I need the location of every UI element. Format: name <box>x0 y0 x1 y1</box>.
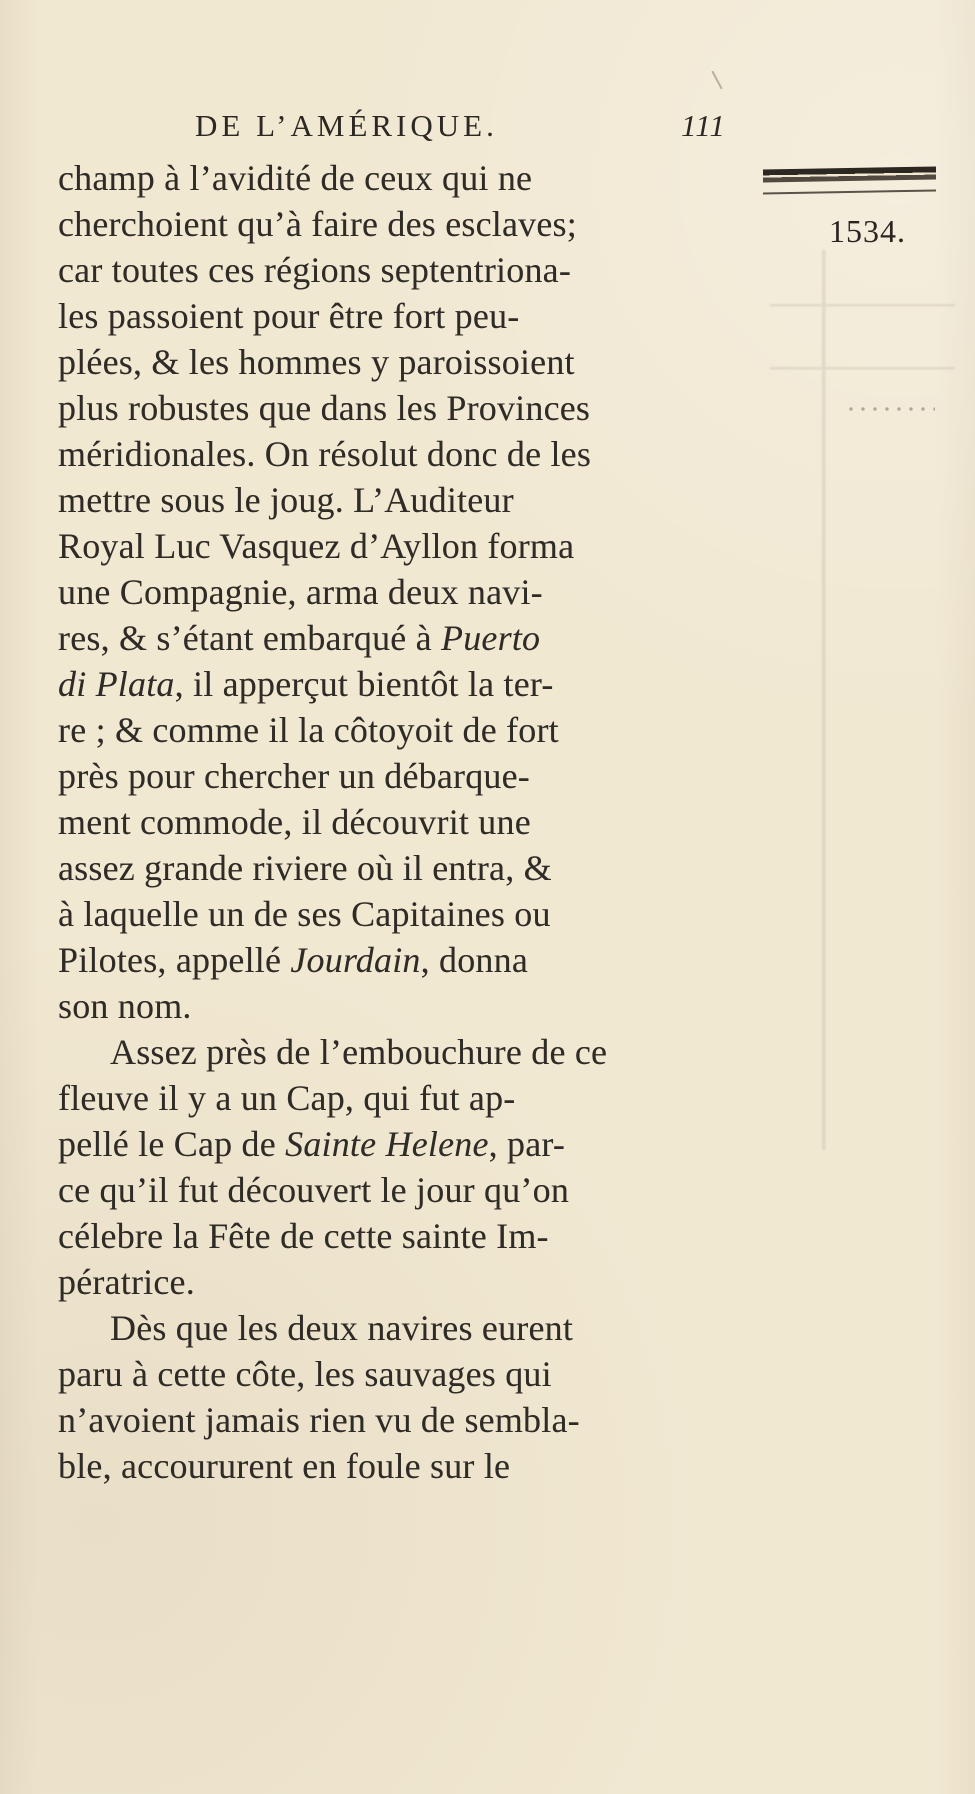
text-line-mixed <box>58 615 763 661</box>
text-segment: , donna <box>420 940 529 980</box>
text-line: champ à l’avidité de ceux qui ne <box>58 158 533 198</box>
text-line: pératrice. <box>58 1262 195 1302</box>
margin-date: 1534. <box>829 213 906 249</box>
text-line-mixed <box>58 937 763 983</box>
italic-person-name: Jourdain <box>290 940 421 980</box>
text-line: son nom. <box>58 986 192 1026</box>
show-through-text <box>770 250 955 1150</box>
text-line-mixed <box>58 1121 763 1167</box>
text-line: mettre sous le joug. L’Auditeur <box>58 480 514 520</box>
text-line: les passoient pour être fort peu- <box>58 296 520 336</box>
text-segment: , il apperçut bientôt la ter- <box>174 664 554 704</box>
text-line: près pour chercher un débarque- <box>58 756 530 796</box>
text-line: assez grande riviere où il entra, & <box>58 848 552 888</box>
margin-rule <box>763 166 936 182</box>
text-line: ble, accoururent en foule sur le <box>58 1446 511 1486</box>
italic-place-name: Puerto <box>441 618 541 658</box>
page-number: 111 <box>681 108 726 143</box>
text-segment: res, & s’étant embarqué à <box>58 618 442 658</box>
text-line: méridionales. On résolut donc de les <box>58 434 592 474</box>
italic-place-name: di Plata <box>58 664 175 704</box>
paragraph-start-line: Dès que les deux navires eurent <box>110 1308 574 1348</box>
paper-mark <box>711 71 722 90</box>
margin-dots <box>845 405 935 413</box>
text-segment: Pilotes, appellé <box>58 940 291 980</box>
text-line: ment commode, il découvrit une <box>58 802 531 842</box>
text-line: car toutes ces régions septentriona- <box>58 250 572 290</box>
text-line-mixed <box>58 661 763 707</box>
text-line: une Compagnie, arma deux navi- <box>58 572 543 612</box>
text-line: plées, & les hommes y paroissoient <box>58 342 575 382</box>
text-line: à laquelle un de ses Capitaines ou <box>58 894 551 934</box>
paragraph-start-line: Assez près de l’embouchure de ce <box>110 1032 608 1072</box>
text-line: Royal Luc Vasquez d’Ayllon forma <box>58 526 575 566</box>
text-line: n’avoient jamais rien vu de sembla- <box>58 1400 580 1440</box>
text-line: paru à cette côte, les sauvages qui <box>58 1354 552 1394</box>
text-line: célebre la Fête de cette sainte Im- <box>58 1216 549 1256</box>
text-segment: , par- <box>488 1124 566 1164</box>
main-text <box>58 155 763 1725</box>
text-line: cherchoient qu’à faire des esclaves; <box>58 204 577 244</box>
running-head: DE L’AMÉRIQUE. <box>195 108 498 143</box>
text-segment: pellé le Cap de <box>58 1124 286 1164</box>
italic-cape-name: Sainte Helene <box>285 1124 489 1164</box>
text-line: plus robustes que dans les Provinces <box>58 388 591 428</box>
text-line: fleuve il y a un Cap, qui fut ap- <box>58 1078 516 1118</box>
text-line: re ; & comme il la côtoyoit de fort <box>58 710 559 750</box>
text-line: ce qu’il fut découvert le jour qu’on <box>58 1170 570 1210</box>
margin-rule-thin <box>763 189 936 194</box>
